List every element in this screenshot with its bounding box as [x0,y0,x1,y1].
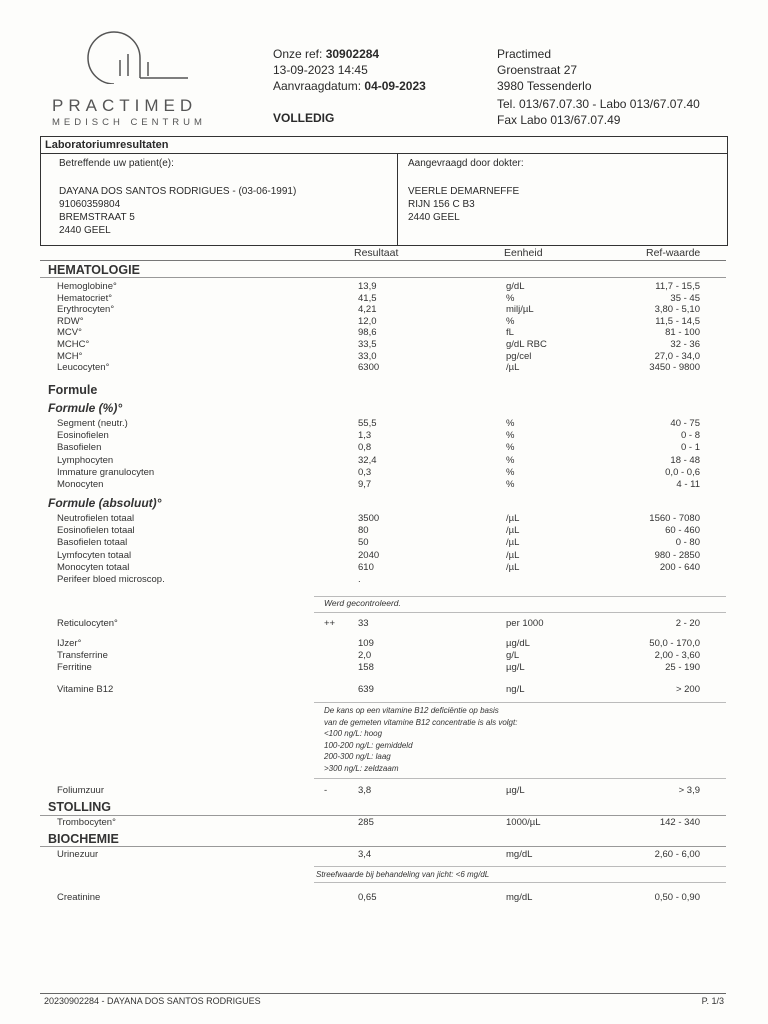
result-row [0,362,768,374]
result-unit: µg/L [506,662,525,673]
result-unit: % [506,316,515,327]
result-unit: /µL [506,513,520,524]
result-unit: mg/dL [506,849,533,860]
result-unit: µg/L [506,785,525,796]
result-value: 98,6 [358,327,377,338]
result-unit: % [506,418,515,429]
reference-range: 3450 - 9800 [649,362,700,373]
result-value: 3500 [358,513,380,524]
reference-range: 2,00 - 3,60 [654,650,700,661]
result-row [0,467,768,479]
reference-range: 200 - 640 [659,562,700,573]
result-unit: /µL [506,550,520,561]
test-name: MCH° [57,351,83,362]
result-unit: milj/µL [506,304,534,315]
test-name: Hematocriet° [57,293,113,304]
reference-range: 0 - 1 [680,442,700,453]
result-value: 32,4 [358,455,377,466]
result-row [0,550,768,562]
result-row [0,339,768,351]
patient-doctor-box [40,136,728,246]
reference-range: 0,0 - 0,6 [665,467,700,478]
result-unit: g/dL RBC [506,339,547,350]
result-unit: % [506,455,515,466]
result-unit: µg/dL [506,638,530,649]
perifeer-note: Werd gecontroleerd. [324,598,401,608]
lab-name: Practimed [497,47,552,61]
b12-note-line: 200-300 ng/L: laag [324,752,391,761]
b12-note-line: van de gemeten vitamine B12 concentratie is als volgt: [324,717,518,727]
reference-range: 2,60 - 6,00 [654,849,700,860]
result-value: 1,3 [358,430,372,441]
column-ref: Ref-waarde [646,247,701,259]
reference-range: 4 - 11 [676,479,700,490]
result-value: 639 [358,684,374,695]
column-unit: Eenheid [504,247,543,259]
column-result: Resultaat [354,247,399,259]
test-name: MCV° [57,327,82,338]
reference-range: 25 - 190 [665,662,700,673]
test-name: Monocyten [57,479,104,490]
test-name: Hemoglobine° [57,281,117,292]
test-name: Monocyten totaal [57,562,130,573]
reference-range: 60 - 460 [665,525,700,536]
reference-range: 0 - 80 [675,537,700,548]
patient-city: 2440 GEEL [59,225,111,236]
reference-range: 142 - 340 [659,817,700,828]
result-unit: 1000/µL [506,817,541,828]
reference-range: 11,7 - 15,5 [655,281,700,292]
section-formule: Formule [48,383,98,397]
practimed-logo-icon [80,28,192,84]
result-row [0,849,768,861]
result-unit: /µL [506,537,520,548]
test-name: Ferritine [57,662,92,673]
test-name: RDW° [57,316,84,327]
reference-range: > 200 [675,684,700,695]
result-row [0,418,768,430]
reference-range: 50,0 - 170,0 [649,638,700,649]
b12-note-line: 100-200 ng/L: gemiddeld [324,740,413,750]
result-value: 41,5 [358,293,377,304]
result-row [0,785,768,797]
result-row [0,281,768,293]
test-name: Erythrocyten° [57,304,115,315]
result-value: 33 [358,618,369,629]
result-value: 610 [358,562,374,573]
reference-range: 40 - 75 [670,418,700,429]
patient-id: 91060359804 [59,199,121,210]
result-unit: /µL [506,525,520,536]
test-name: Creatinine [57,892,101,903]
result-unit: % [506,430,515,441]
reference-range: 18 - 48 [670,455,700,466]
test-name: MCHC° [57,339,90,350]
test-name: Basofielen [57,442,102,453]
section-hematologie: HEMATOLOGIE [48,263,140,277]
test-name: Vitamine B12 [57,684,114,695]
page-number: P. 1/3 [701,996,724,1006]
result-unit: ng/L [506,684,525,695]
result-unit: % [506,467,515,478]
result-row [0,562,768,574]
reference-range: 27,0 - 34,0 [654,351,700,362]
result-value: 55,5 [358,418,377,429]
test-name: Eosinofielen totaal [57,525,135,536]
patient-name: DAYANA DOS SANTOS RODRIGUES - (03-06-1991) [59,186,297,197]
result-value: 80 [358,525,369,536]
result-unit: mg/dL [506,892,533,903]
result-row [0,684,768,696]
test-name: Eosinofielen [57,430,109,441]
reference-range: 3,80 - 5,10 [654,304,700,315]
test-name: Foliumzuur [57,785,104,796]
result-row [0,479,768,491]
status-label: VOLLEDIG [273,111,335,125]
result-value: 158 [358,662,374,673]
our-ref: Onze ref: 30902284 [273,47,380,61]
footer-id: 20230902284 - DAYANA DOS SANTOS RODRIGUES [44,996,261,1006]
result-unit: g/dL [506,281,525,292]
b12-note-line: >300 ng/L: zeldzaam [324,763,399,773]
reference-range: 35 - 45 [670,293,700,304]
result-value: 2040 [358,550,380,561]
result-unit: % [506,479,515,490]
result-value: 0,8 [358,442,372,453]
result-value: 109 [358,638,374,649]
request-date: Aanvraagdatum: 04-09-2023 [273,79,426,93]
result-value: 3,8 [358,785,372,796]
result-value: 13,9 [358,281,377,292]
urinezuur-note: Streefwaarde bij behandeling van jicht: <6 mg/dL [316,870,490,879]
test-name: Lymphocyten [57,455,114,466]
test-name: Immature granulocyten [57,467,155,478]
result-value: 2,0 [358,650,372,661]
b12-note-line: De kans op een vitamine B12 deficiëntie op basis [324,706,499,715]
patient-street: BREMSTRAAT 5 [59,212,135,223]
result-row [0,618,768,630]
result-unit: /µL [506,362,520,373]
reference-range: > 3,9 [678,785,700,796]
result-row [0,327,768,339]
result-row [0,525,768,537]
result-row [0,662,768,674]
result-row [0,892,768,904]
reference-range: 81 - 100 [665,327,700,338]
section-biochemie: BIOCHEMIE [48,832,119,846]
result-value: 0,3 [358,467,372,478]
result-value: 0,65 [358,892,377,903]
reference-range: 0 - 8 [680,430,700,441]
result-unit: g/L [506,650,520,661]
result-unit: /µL [506,562,520,573]
result-value: 9,7 [358,479,372,490]
result-row [0,513,768,525]
result-value: 3,4 [358,849,372,860]
reference-range: 980 - 2850 [654,550,700,561]
test-name: IJzer° [57,638,82,649]
doctor-street: RIJN 156 C B3 [408,199,475,210]
doctor-name: VEERLE DEMARNEFFE [408,186,520,197]
test-name: Transferrine [57,650,108,661]
result-row [0,430,768,442]
result-unit: % [506,442,515,453]
section-formule-pct: Formule (%)° [48,401,123,415]
section-formule-abs: Formule (absoluut)° [48,496,162,510]
reference-range: 11,5 - 14,5 [655,316,700,327]
brand-name: PRACTIMED [52,96,198,115]
result-value: 33,0 [358,351,377,362]
lab-tel: Tel. 013/67.07.30 - Labo 013/67.07.40 [497,97,700,111]
test-name: Leucocyten° [57,362,110,373]
result-flag: ++ [324,618,336,629]
test-name: Segment (neutr.) [57,418,128,429]
brand-subtitle: MEDISCH CENTRUM [52,117,206,128]
result-row [0,537,768,549]
result-value: 12,0 [358,316,377,327]
result-row [0,650,768,662]
test-name: Reticulocyten° [57,618,118,629]
result-value: 4,21 [358,304,377,315]
result-value: 285 [358,817,374,828]
test-name: Neutrofielen totaal [57,513,135,524]
result-unit: % [506,293,515,304]
test-name: Urinezuur [57,849,99,860]
box-title: Laboratoriumresultaten [45,139,169,151]
test-name: Lymfocyten totaal [57,550,132,561]
result-row [0,638,768,650]
result-row [0,817,768,829]
section-stolling: STOLLING [48,800,111,814]
reference-range: 32 - 36 [670,339,700,350]
result-unit: fL [506,327,514,338]
lab-fax: Fax Labo 013/67.07.49 [497,113,621,127]
result-value: 50 [358,537,369,548]
result-value: 33,5 [358,339,377,350]
result-unit: pg/cel [506,351,532,362]
result-flag: - [324,785,328,796]
result-value: . [358,574,361,585]
report-datetime: 13-09-2023 14:45 [273,63,368,77]
result-row [0,455,768,467]
doctor-label: Aangevraagd door dokter: [408,158,524,169]
b12-note-line: <100 ng/L: hoog [324,729,383,738]
doctor-city: 2440 GEEL [408,212,460,223]
lab-street: Groenstraat 27 [497,63,578,77]
reference-range: 2 - 20 [675,618,700,629]
result-row [0,574,768,586]
test-name: Trombocyten° [57,817,116,828]
test-name: Basofielen totaal [57,537,128,548]
patient-label: Betreffende uw patient(e): [59,158,174,169]
result-row [0,442,768,454]
result-row [0,304,768,316]
lab-city: 3980 Tessenderlo [497,79,592,93]
result-value: 6300 [358,362,380,373]
reference-range: 1560 - 7080 [649,513,700,524]
reference-range: 0,50 - 0,90 [654,892,700,903]
test-name: Perifeer bloed microscop. [57,574,165,585]
result-unit: per 1000 [506,618,544,629]
